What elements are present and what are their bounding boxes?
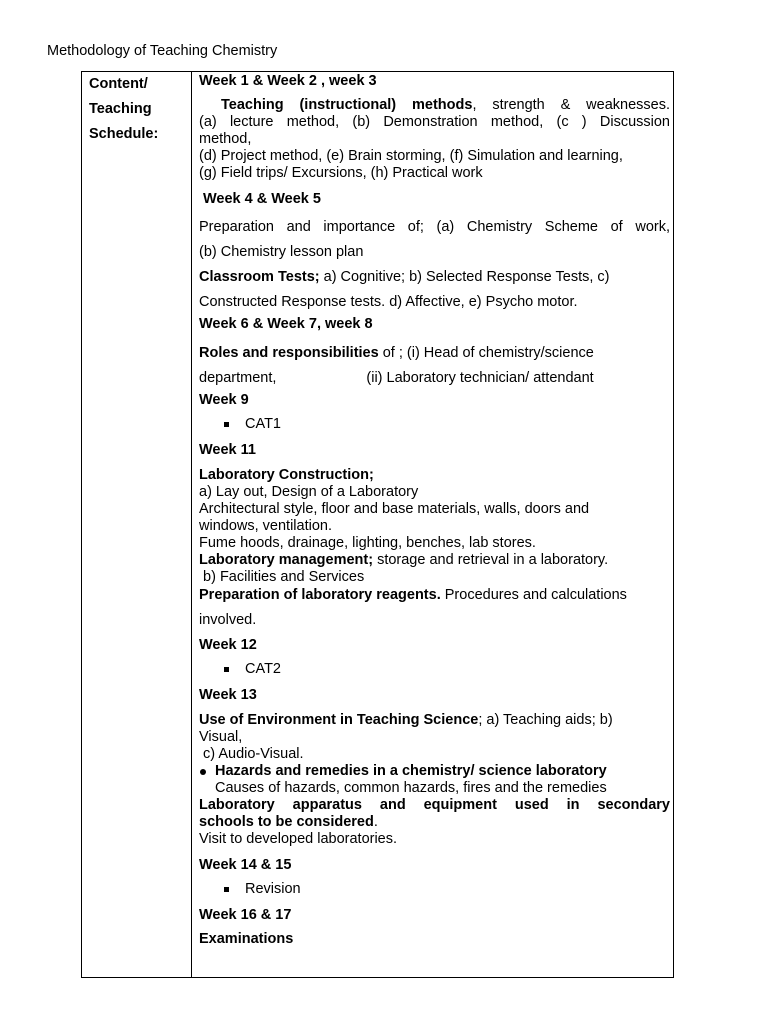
teaching-methods-line [199, 97, 670, 114]
cat1-item: CAT1 [245, 416, 281, 432]
methods-line-5: (g) Field trips/ Excursions, (h) Practical work [199, 165, 483, 181]
lab-construction-line-1: a) Lay out, Design of a Laboratory [199, 484, 419, 500]
square-bullet-icon [224, 422, 229, 427]
week-heading-6-8: Week 6 & Week 7, week 8 [199, 316, 373, 332]
roles-title: Roles and responsibilities [199, 345, 379, 361]
cat2-item: CAT2 [245, 661, 281, 677]
environment-rest: ; a) Teaching aids; b) [478, 712, 613, 728]
environment-line-3: c) Audio-Visual. [199, 746, 304, 762]
lab-construction-line-3: windows, ventilation. [199, 518, 332, 534]
roles-line-2 [199, 366, 670, 391]
classroom-tests-rest: a) Cognitive; b) Selected Response Tests, c) [319, 269, 610, 285]
week-heading-9: Week 9 [199, 392, 249, 408]
apparatus-title-end: schools to be considered [199, 814, 374, 830]
left-label-schedule: Schedule: [89, 126, 159, 142]
list-item [199, 881, 670, 906]
teaching-methods-rest: , strength & weaknesses. [472, 97, 671, 113]
visit-line: Visit to developed laboratories. [199, 831, 398, 847]
apparatus-line-1: Laboratory apparatus and equipment used in secondary [199, 797, 670, 813]
reagents-line [199, 586, 670, 604]
week-heading-13: Week 13 [199, 687, 257, 703]
reagents-line-2: involved. [199, 612, 257, 628]
doc-title: Methodology of Teaching Chemistry [47, 43, 278, 59]
roles-rest: of ; (i) Head of chemistry/science [378, 345, 594, 361]
revision-item: Revision [245, 881, 301, 897]
left-column [89, 72, 189, 147]
lab-management-line [199, 552, 670, 569]
examinations-line: Examinations [199, 931, 294, 947]
classroom-tests-title: Classroom Tests; [199, 269, 320, 285]
lab-management-rest: storage and retrieval in a laboratory. [373, 552, 609, 568]
methods-line-2: (a) lecture method, (b) Demonstration method, (c ) Discussion [199, 114, 670, 130]
classroom-tests-line-2: Constructed Response tests. d) Affective, e) Psycho motor. [199, 294, 578, 310]
week-heading-11: Week 11 [199, 442, 256, 458]
square-bullet-icon [224, 667, 229, 672]
list-item [199, 661, 670, 686]
list-item [199, 763, 670, 780]
environment-line [199, 712, 670, 729]
hazards-line-2: Causes of hazards, common hazards, fires and the remedies [215, 780, 607, 796]
reagents-title: Preparation of laboratory reagents. [199, 587, 441, 603]
prep-line-1: Preparation and importance of; (a) Chemistry Scheme of work, [199, 219, 670, 235]
week-heading-14-15: Week 14 & 15 [199, 857, 292, 873]
environment-title: Use of Environment in Teaching Science [199, 712, 479, 728]
lab-construction-title: Laboratory Construction; [199, 467, 374, 483]
week-heading-4-5: Week 4 & Week 5 [203, 191, 321, 207]
environment-line-2: Visual, [199, 729, 243, 745]
left-label-teaching: Teaching [89, 101, 152, 117]
lab-construction-line-2: Architectural style, floor and base materials, walls, doors and [199, 501, 590, 517]
classroom-tests-line [199, 265, 670, 290]
column-divider [191, 72, 192, 977]
right-column [199, 72, 670, 948]
teaching-methods-title: Teaching (instructional) methods [221, 97, 473, 113]
methods-line-4: (d) Project method, (e) Brain storming, (f) Simulation and learning, [199, 148, 623, 164]
lab-management-title: Laboratory management; [199, 552, 374, 568]
prep-line-2: (b) Chemistry lesson plan [199, 244, 364, 260]
reagents-rest: Procedures and calculations [440, 587, 627, 603]
week-heading-1-3: Week 1 & Week 2 , week 3 [199, 73, 377, 89]
left-label-content: Content/ [89, 76, 148, 92]
list-item [199, 416, 670, 441]
week-heading-12: Week 12 [199, 637, 257, 653]
square-bullet-icon [224, 887, 229, 892]
roles-department: department, [199, 370, 277, 386]
hazards-title: Hazards and remedies in a chemistry/ science laboratory [215, 763, 607, 779]
round-bullet-icon [200, 769, 206, 775]
apparatus-period: . [373, 814, 378, 830]
week-heading-16-17: Week 16 & 17 [199, 907, 292, 923]
roles-technician: (ii) Laboratory technician/ attendant [366, 370, 594, 386]
roles-line [199, 341, 670, 366]
facilities-line: b) Facilities and Services [199, 569, 365, 585]
apparatus-line-2 [199, 814, 670, 831]
schedule-table [81, 71, 674, 978]
lab-construction-line-4: Fume hoods, drainage, lighting, benches, lab stores. [199, 535, 536, 551]
methods-line-3: method, [199, 131, 252, 147]
